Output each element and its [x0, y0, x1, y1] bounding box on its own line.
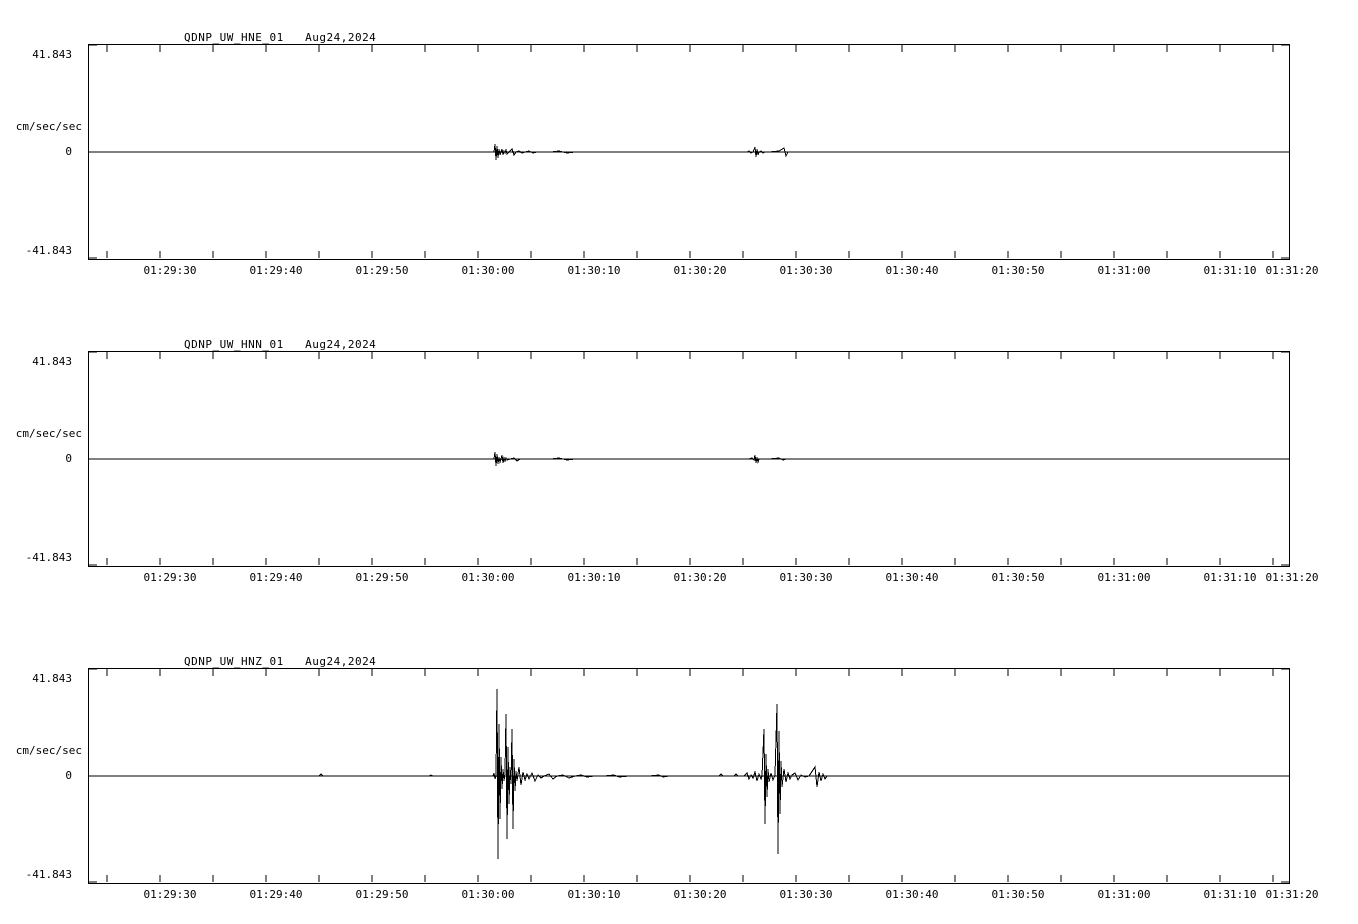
y-axis-max-label-hnn: 41.843: [32, 355, 72, 368]
x-tick-label: 01:30:40: [885, 888, 939, 901]
x-tick-label: 01:30:50: [991, 264, 1045, 277]
x-tick-label: 01:31:20: [1265, 888, 1319, 901]
plot-area-hnz[interactable]: [88, 668, 1290, 884]
x-tick-label: 01:30:00: [461, 264, 515, 277]
x-tick-label: 01:30:30: [779, 264, 833, 277]
x-tick-label: 01:29:40: [249, 264, 303, 277]
x-tick-label: 01:30:20: [673, 571, 727, 584]
x-tick-label: 01:30:30: [779, 888, 833, 901]
y-axis-min-label-hnz: -41.843: [25, 868, 72, 881]
y-axis-zero-label-hnz: 0: [65, 769, 72, 782]
x-tick-label: 01:31:20: [1265, 264, 1319, 277]
x-tick-label: 01:31:20: [1265, 571, 1319, 584]
y-axis-max-label-hnz: 41.843: [32, 672, 72, 685]
x-tick-label: 01:30:20: [673, 264, 727, 277]
x-tick-label: 01:29:50: [355, 888, 409, 901]
y-axis-min-label-hne: -41.843: [25, 244, 72, 257]
x-tick-label: 01:30:50: [991, 888, 1045, 901]
y-axis-zero-label-hnn: 0: [65, 452, 72, 465]
y-axis-zero-label-hne: 0: [65, 145, 72, 158]
x-tick-label: 01:31:00: [1097, 888, 1151, 901]
x-tick-label: 01:30:10: [567, 264, 621, 277]
x-tick-label: 01:31:10: [1203, 264, 1257, 277]
x-tick-label: 01:29:40: [249, 888, 303, 901]
x-tick-label: 01:30:50: [991, 571, 1045, 584]
y-axis-unit-label-hnz: cm/sec/sec: [15, 744, 82, 757]
x-tick-label: 01:29:30: [143, 571, 197, 584]
x-tick-label: 01:29:50: [355, 571, 409, 584]
x-tick-label: 01:30:00: [461, 888, 515, 901]
x-axis-top-ticks-hnn: [107, 352, 1273, 359]
x-axis-ticks-hne: [107, 251, 1273, 258]
x-tick-label: 01:29:50: [355, 264, 409, 277]
seismogram-panel-hne: [0, 0, 1358, 300]
x-tick-label: 01:31:10: [1203, 888, 1257, 901]
plot-area-hnn[interactable]: [88, 351, 1290, 567]
x-axis-ticks-hnn: [107, 558, 1273, 565]
panel-title-hne: QDNP_UW_HNE_01 Aug24,2024: [184, 31, 377, 44]
y-axis-max-label-hne: 41.843: [32, 48, 72, 61]
x-tick-label: 01:30:40: [885, 264, 939, 277]
x-tick-label: 01:30:20: [673, 888, 727, 901]
seismogram-panel-hnn: [0, 305, 1358, 605]
trace-svg-hnn: [89, 352, 1289, 566]
y-axis-unit-label-hne: cm/sec/sec: [15, 120, 82, 133]
x-tick-label: 01:30:10: [567, 888, 621, 901]
x-axis-top-ticks-hne: [107, 45, 1273, 52]
x-tick-label: 01:31:00: [1097, 264, 1151, 277]
panel-title-hnz: QDNP_UW_HNZ_01 Aug24,2024: [184, 655, 377, 668]
x-tick-label: 01:31:00: [1097, 571, 1151, 584]
seismogram-panel-hnz: [0, 612, 1358, 924]
x-tick-label: 01:29:40: [249, 571, 303, 584]
plot-area-hne[interactable]: [88, 44, 1290, 260]
x-axis-top-ticks-hnz: [107, 669, 1273, 676]
panel-title-hnn: QDNP_UW_HNN_01 Aug24,2024: [184, 338, 377, 351]
x-tick-label: 01:30:30: [779, 571, 833, 584]
x-tick-label: 01:31:10: [1203, 571, 1257, 584]
x-tick-label: 01:30:40: [885, 571, 939, 584]
x-axis-ticks-hnz: [107, 875, 1273, 882]
x-tick-label: 01:30:00: [461, 571, 515, 584]
x-tick-label: 01:30:10: [567, 571, 621, 584]
x-tick-label: 01:29:30: [143, 264, 197, 277]
trace-svg-hnz: [89, 669, 1289, 883]
y-axis-min-label-hnn: -41.843: [25, 551, 72, 564]
trace-svg-hne: [89, 45, 1289, 259]
y-axis-unit-label-hnn: cm/sec/sec: [15, 427, 82, 440]
x-tick-label: 01:29:30: [143, 888, 197, 901]
